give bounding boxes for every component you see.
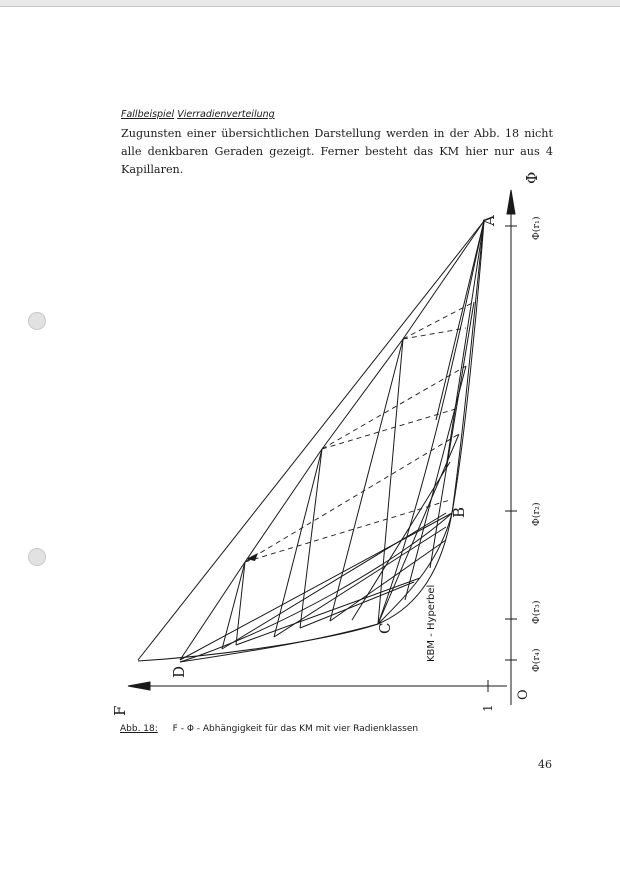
arc-b-a	[452, 221, 484, 513]
phi-axis-label: Φ	[523, 171, 541, 184]
dash-5	[245, 434, 459, 562]
curve-label: KBM - Hyperbel	[426, 584, 437, 662]
body-line-1: Zugunsten einer übersichtlichen Darstellung werden in der Abb. 18 nicht	[121, 127, 553, 140]
line-n3-d	[180, 562, 245, 660]
line-n1-m1	[330, 339, 403, 621]
heading-part-2: Vierradienverteilung	[177, 109, 275, 120]
point-label-b: B	[450, 506, 468, 518]
dash-arrowhead	[246, 553, 258, 561]
tick-label-phi-r3: Φ(r₃)	[531, 600, 542, 624]
page-number: 46	[538, 758, 552, 771]
origin-label: O	[516, 689, 531, 700]
tick-label-phi-r1: Φ(r₁)	[531, 216, 542, 240]
line-r1-a	[430, 302, 474, 568]
line-n2-m2	[274, 449, 322, 637]
f-axis-arrow	[128, 682, 150, 690]
tick-label-phi-r4: Φ(r₄)	[531, 648, 542, 672]
arc-c-b	[378, 513, 452, 624]
line-a-n1	[403, 221, 484, 339]
caption-label: Abb. 18:	[120, 724, 158, 734]
line-a-r2	[446, 221, 484, 468]
one-label: 1	[481, 704, 495, 712]
heading-part-1: Fallbeispiel	[121, 109, 175, 120]
dash-4	[322, 408, 459, 449]
line-n1-n2	[322, 339, 403, 449]
point-label-a: A	[480, 215, 498, 226]
body-line-3: Kapillaren.	[121, 163, 184, 176]
caption-text: F - Φ - Abhängigkeit für das KM mit vier Radienklassen	[172, 724, 419, 734]
point-label-c: C	[376, 622, 394, 634]
body-line-2: alle denkbaren Geraden gezeigt. Ferner besteht das KM hier nur aus 4	[121, 145, 553, 158]
point-label-d: D	[170, 665, 188, 678]
f-axis-label: F	[111, 705, 129, 716]
tick-label-phi-r2: Φ(r₂)	[531, 502, 542, 526]
line-d-b3	[180, 513, 452, 660]
line-n3-m5	[236, 562, 245, 645]
figure-caption	[120, 724, 418, 734]
phi-axis-arrow	[507, 190, 515, 214]
line-d-b2	[274, 527, 446, 637]
line-n1-c	[378, 339, 403, 624]
